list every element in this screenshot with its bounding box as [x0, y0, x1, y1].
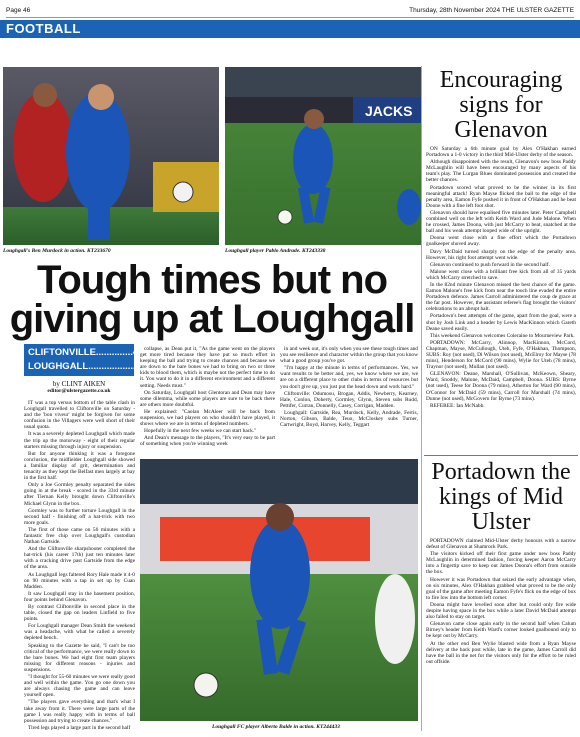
sidebar-headline-glenavon: Encouraging signs for Glenavon — [439, 67, 563, 143]
main-headline: Tough times but no giving up at Loughgall — [9, 258, 415, 341]
page-number: Page 46 — [6, 7, 31, 14]
story-paragraph: "I thought for 55-60 minutes we were really good and well within the game. You go one down you are always chasing the game and can leave yourself open. — [24, 674, 135, 699]
photo-murdock — [3, 67, 219, 245]
story-paragraph: PORTADOWN: McCarry, Alinnop, MacKinnon, McCord, Chapman, Mayse, McCullough, Uteh, Fyfe, O'Hakhan, Thompson, SUBS: Roy (not used), Di Wilson (not used), McElroy for Mayse (78 mins), Henderson for McCord (90 mins), Wylie for Uteh (78 mins), Traynor (not used), Mullan (not used). — [426, 339, 576, 371]
story-paragraph: And the Cliftonville sharpshooter completed the hat-trick (his career 17th) just ten minutes later with a cracking drive past Gartside from the edge of the area. — [24, 546, 135, 571]
story-paragraph: IT was a top versus bottom of the table clash in Loughgall travelled to Cliftonville on Saturday - and the 'bon viveur' might be forgiven for some confusion in the Villagers were well short of their usual quota. — [24, 400, 135, 431]
photo-murdock-image — [3, 67, 219, 245]
story-paragraph: Davy McDaid turned sharply on the edge of the penalty area. However, his right foot attempt went wide. — [426, 248, 576, 261]
score-box — [24, 344, 141, 376]
story-paragraph: collapse, as Dean put it, "As the game went on the players get more tired because they have put so much effort in keeping the ball and trying to create chances and because we are down to the bare bones we had to bring on two or three kids to blood them, which is maybe not the perfect time to do it. You want to do it in a different environment and a different setting. Needs must." — [140, 346, 275, 389]
story-paragraph: As Loughgall legs faltered Rory Hale made it 4-0 on 90 minutes with a tap in set up by Cuan Madden. — [24, 571, 135, 590]
story-paragraph: Although disappointed with the result, Glenavon's new boss Paddy McLaughlin will have been encouraged by many aspects of his team's play. The Lurgan Blues dominated possession and created the better chances. — [426, 159, 576, 184]
photo-balde-image — [140, 459, 418, 721]
story-paragraph: ON Saturday a 6th minute goal by Alex O'Hakhan earned Portadown a 1-0 victory in the third Mid-Ulster derby of the season. — [426, 146, 576, 159]
story-paragraph: The first of those came on 56 minutes with a fantastic free chip over Loughgall's custodian Nathan Gartside. — [24, 526, 135, 546]
photo-andrade — [225, 67, 421, 245]
caption-balde: Loughgall FC player Alberto Balde in action. KT244433 — [212, 724, 340, 730]
story-paragraph: On Saturday, Loughgall host Glentoran and Dean may have some dilemma, while some players are sure to be back there are others more doubtful. — [140, 389, 275, 408]
story-paragraph: "The players gave everything and that's what I take away from it. There were large parts of the game I was really happy with in terms of ball possession and trying to create chances." — [24, 699, 135, 724]
score-loughgall: LOUGHGALL..................0 — [28, 361, 141, 372]
page-header — [6, 4, 574, 18]
story-paragraph: Only a Joe Gormley penalty separated the sides going in at the break - scored in the 33rd minute after Tiernan Kelly brought down Cliftonville's Michael Glynn in the box. — [24, 482, 135, 507]
ad-board-text: JACKS — [365, 103, 413, 119]
story-paragraph: He explained: "Caolan McAleer will be back from suspension, we had players on who shouldn't have played, it shows where we are in terms of depleted numbers. — [140, 408, 275, 428]
story-paragraph: GLENAVON: Deane, Marshall, O'Sullivan, McKeown, Sheary, Ward, Snoddy, Malone, McDaid, Campbell, Doona. SUBS: Byrne (not used), Teese for Doona (79 mins), Atherton for Ward (90 mins), O'Connor for McDaid (59 mins), Carroll for Marshall (74 mins), Dunne (not used), McGovern for Byrne (73 mins). — [426, 371, 576, 402]
story-paragraph: Glenavon continued to push forward in the second half. — [430, 261, 550, 268]
story-paragraph: Portadown's best attempts of the game, apart from the goal, were a shot by Josh Link and a header by Lewis MacKinnon which Gareth Deane saved easily. — [426, 313, 576, 332]
sidebar-story-glenavon — [426, 146, 576, 452]
story-paragraph: It saw Loughgall stay in the basement position, four points behind Glenavon. — [24, 590, 135, 603]
story-paragraph: in and week out, it's only when you see these tough times and you see resilience and character within the group that you know what a good group you've got. — [280, 346, 418, 365]
author-email: editor@ulstergazette.co.uk — [47, 388, 111, 394]
score-cliftonville: CLIFTONVILLE..............4 — [28, 347, 139, 358]
story-paragraph: This weekend Glenavon welcomes Coleraine to Mourneview Park. — [430, 332, 575, 339]
story-column-1 — [24, 400, 135, 730]
publication-date: Thursday, 28th November 2024 THE ULSTER GAZETTE — [409, 7, 574, 14]
story-column-3 — [280, 346, 418, 454]
story-paragraph: In the 82nd minute Glenavon missed the best chance of the game. Eamon Malone's free kick from near the touch line evaded the entire Portadown defence. James Carroll administered the coup de grace at the far post. However, the assistant referee's flag brought the visitors' celebrations to an abrupt halt. — [426, 281, 576, 313]
story-paragraph: Speaking to the Gazette he said, "I can't be too critical of the performance, we were really down to the bare bones. We had eight first team players missing for different reasons - injuries and suspensions. — [24, 642, 135, 673]
story-paragraph: For Loughgall manager Dean Smith the weekend was a headache, with what he called a severely depleted bench. — [24, 623, 135, 642]
story-paragraph: However it was Portadown that seized the early advantage when, on six minutes, Alex O'Hakhan grabbed what proved to be the only goal of the game after meeting Eamon Fyfe's flick on the edge of box to fire low into the bottom left corner. — [426, 576, 576, 601]
story-paragraph: PORTADOWN claimed Mid-Ulster derby honours with a narrow defeat of Glenavon at Shamrock Park. — [426, 538, 576, 551]
story-paragraph: Malone went close with a brilliant free kick from all of 35 yards which McCarry stretched to save. — [426, 268, 576, 281]
story-paragraph: Hopefully in the next few weeks we can start back." — [144, 428, 257, 435]
story-paragraph: By contrast Cliftonville in second place in the table, closed the gap on leaders Linfield to five points. — [24, 604, 135, 623]
story-column-2 — [140, 346, 275, 454]
story-paragraph: Glenavon should have equalised five minutes later. Peter Campbell combined well on the left with Keith Ward and Jude Malone. When he crossed, James Doona, with just McCarry to beat, snatched at the ball and his weak attempt looped wide of the upright. — [426, 209, 576, 235]
story-paragraph: The visitors kicked off their first game under new boss Paddy McLaughlin in determined fashion, forcing keeper Aaron McCarry into a fingertip save to keep out James Doona's effort from outside the box. — [426, 551, 576, 576]
story-paragraph: Gormley was to further torture Loughgall in the second half - finishing off a hat-trick with two more goals. — [24, 507, 135, 526]
story-paragraph: Tired legs played a large part in the second half — [28, 724, 131, 730]
story-paragraph: And Dean's message to the players, "It's very easy to be part of something when you're winning week — [140, 435, 275, 448]
story-paragraph: Loughgall: Gartside, Rea, Murdock, Kelly, Andrade, Ferris, Norton, Gibson, Balde, Teuo, McCloskey subs Turner, Cartwright, Boyd, Harvey, Kelly, Teggart — [280, 409, 418, 429]
story-paragraph: But for anyone thinking it was a foregone conclusion, the midfielder Loughgall side showed a familiar display of grit, determination and tenacity as they kept the Belfast men largely at bay in the first half. — [24, 450, 135, 482]
story-paragraph: At the other end Ben Wylie blasted wide from a Ryan Mayse delivery at the back post while, late in the game, James Carroll did have the ball in the net for the visitors only for the effort to be ruled out offside. — [426, 640, 576, 665]
photo-andrade-image — [225, 67, 421, 245]
story-paragraph: Cliftonville: Odumosu, Brogan, Addis, Newberry, Kearney, Hale, Conlon, Doherty, Gormley, Glynn, Steven subs Rudd, Pettifer, Curran, Donnelly, Casey, Corrigan, Madden. — [280, 390, 418, 409]
column-divider — [421, 66, 422, 731]
sidebar-divider — [424, 455, 578, 456]
caption-andrade: Loughgall player Pablo Andrade. KT243338 — [225, 248, 326, 254]
story-paragraph: Glenavon came close again early in the second half when Calum Birney's header from Keith Ward's corner looked goalbound only to be kept out by McCarry. — [426, 621, 576, 640]
sidebar-headline-portadown: Portadown the kings of Mid Ulster — [431, 459, 571, 535]
sidebar-story-portadown — [426, 538, 576, 732]
story-paragraph: "I'm happy at the minute in terms of performances. Yes, we want results to be better and, yes, we know where we are, we are on a different place to other clubs in terms of resources but you don't give up, you just put the head down and work hard." — [280, 365, 418, 390]
byline — [24, 380, 134, 394]
story-paragraph: It was a severely depleted Loughgall which made the trip up the motorway - eight of their regular starters missing through injury or suspension. — [24, 431, 135, 450]
story-paragraph: REFEREE: Ian McNabb. — [430, 402, 485, 409]
section-title: FOOTBALL — [6, 21, 81, 36]
story-paragraph: Doona might have levelled soon after but could only fire wide despite having space in the box while a later David McDaid attempt also failed to stay on target. — [426, 601, 576, 621]
photo-balde — [140, 459, 418, 721]
author: by CLINT AIKEN — [52, 380, 106, 388]
story-paragraph: Portadown scored what proved to be the winner in its first meaningful attack! Ryan Mayse flicked the ball to the edge of the penalty area, Eamon Fyfe pushed it in front of O'Hakhan and he beat Doone with a fine left foot shot. — [426, 184, 576, 209]
caption-murdock: Loughgall's Ben Murdock in action. KT233670 — [3, 248, 111, 254]
story-paragraph: Doona went close with a fine effort which the Portadown goalkeeper shoved away. — [426, 235, 576, 248]
section-bar — [0, 20, 580, 38]
